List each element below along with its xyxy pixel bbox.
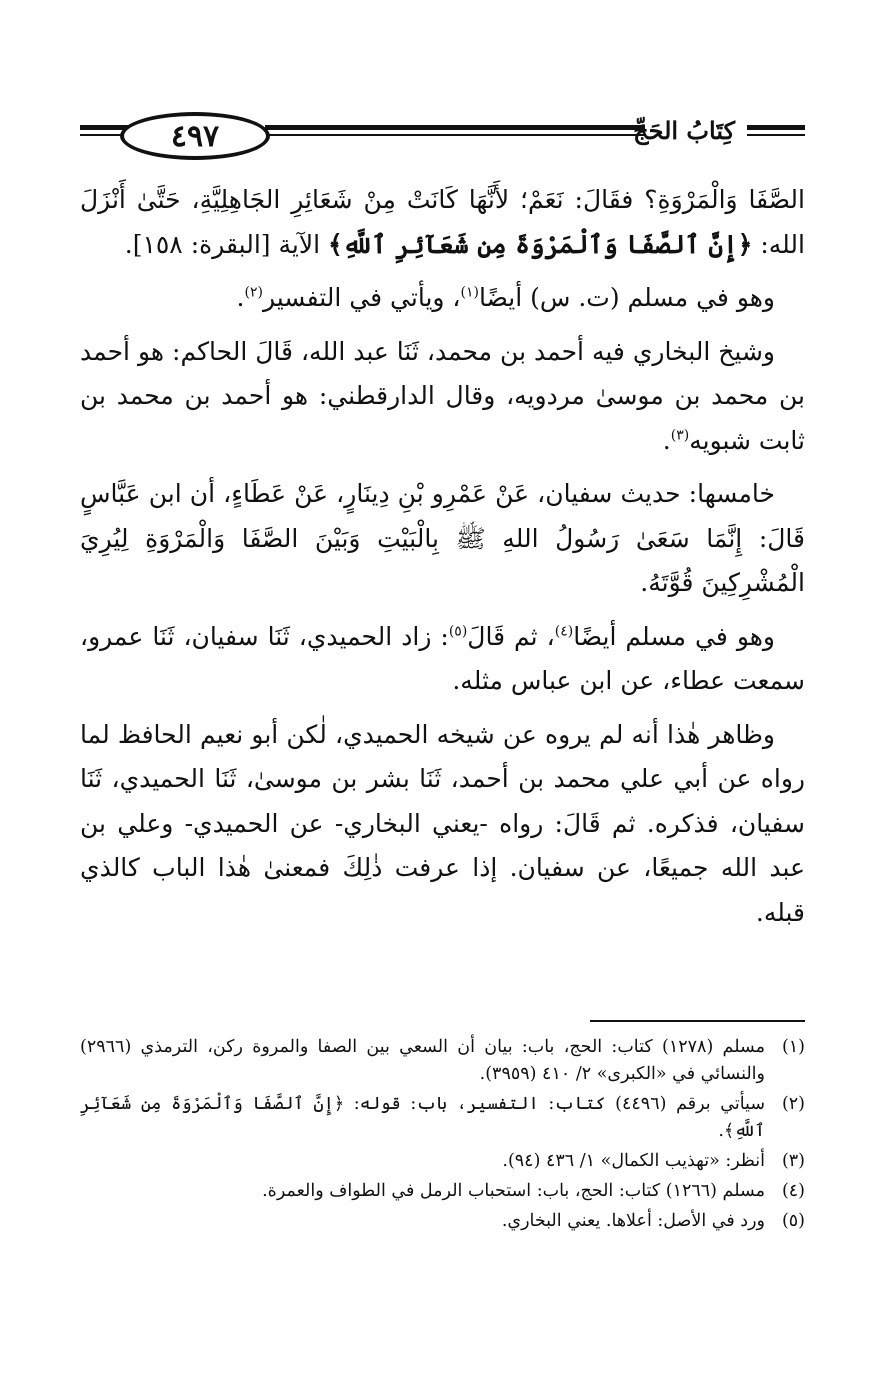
footnote-ref-5[interactable]: (٥) [448, 623, 468, 640]
footnote [80, 1148, 805, 1175]
footnote [80, 1034, 805, 1088]
text-run: . [236, 283, 245, 312]
paragraph-1 [80, 178, 805, 267]
text-run: وهو في مسلم (ت. س) أيضًا [478, 283, 775, 312]
text-run: ، ويأتي في التفسير [262, 283, 461, 312]
header-rule-center-thin [265, 134, 645, 136]
footnotes [80, 1034, 805, 1238]
footnote-number: (١) [781, 1037, 805, 1057]
footnote-text: ورد في الأصل: أعلاها. يعني البخاري. [501, 1211, 765, 1231]
footnote-text: مسلم (١٢٧٨) كتاب: الحج، باب: بيان أن السعي بين الصفا والمروة ركن، الترمذي (٢٩٦٦) والنسائي في «الكبرى» ٢/ ٤١٠ (٣٩٥٩). [80, 1037, 765, 1084]
main-text [80, 178, 805, 944]
text-run: الآية [البقرة: ١٥٨]. [124, 229, 328, 259]
footnote-number: (٤) [781, 1181, 805, 1201]
footnote [80, 1208, 805, 1235]
footnote [80, 1178, 805, 1205]
footnote-number: (٣) [781, 1151, 805, 1171]
paragraph-3 [80, 330, 805, 464]
text-run: . [662, 425, 671, 455]
text-run: وشيخ البخاري فيه أحمد بن محمد، ثَنَا عبد الله، قَالَ الحاكم: هو أحمد بن محمد بن موسىٰ مردويه، وقال الدارقطني: هو أحمد بن محمد بن ثابت شبويه [80, 336, 805, 455]
header-rule-right-thin [747, 134, 805, 136]
text-run: : زاد الحميدي، ثَنَا سفيان، ثَنَا عمرو، سمعت عطاء، عن ابن عباس مثله. [80, 621, 805, 695]
footnote-ref-2[interactable]: (٢) [244, 284, 263, 301]
book-title: كِتَابُ الحَجِّ [633, 116, 735, 145]
page-number: ٤٩٧ [120, 112, 270, 160]
paragraph-5 [80, 615, 805, 704]
paragraph-2 [80, 276, 805, 321]
paragraph-4: خامسها: حديث سفيان، عَنْ عَمْرِو بْنِ دِينَارٍ، عَنْ عَطَاءٍ، أن ابن عَبَّاسٍ قَالَ: إِنَّمَا سَعَىٰ رَسُولُ اللهِ ﷺ بِالْبَيْتِ وَبَيْنَ الصَّفَا وَالْمَرْوَةِ لِيُرِيَ الْمُشْرِكِينَ قُوَّتَهُ. [80, 479, 805, 597]
footnote-ref-3[interactable]: (٣) [670, 427, 690, 444]
footnote-ref-1[interactable]: (١) [460, 284, 479, 301]
footnote-text: أنظر: «تهذيب الكمال» ١/ ٤٣٦ (٩٤). [502, 1151, 765, 1171]
text-run: الصَّفَا وَالْمَرْوَةِ؟ فقَالَ: نَعَمْ؛ لأَنَّهَا كَانَتْ مِنْ شَعَائِرِ الجَاهِلِيَّةِ، حَتَّىٰ أَنْزَلَ الله: [80, 185, 805, 259]
header-rule-right [747, 125, 805, 130]
footnote-text: مسلم (١٢٦٦) كتاب: الحج، باب: استحباب الرمل في الطواف والعمرة. [262, 1181, 765, 1201]
text-run: وهو في مسلم أيضًا [573, 621, 775, 651]
footnote-ref-4[interactable]: (٤) [554, 623, 574, 640]
footnote-number: (٢) [781, 1094, 805, 1114]
footnote [80, 1091, 805, 1145]
paragraph-6: وظاهر هٰذا أنه لم يروه عن شيخه الحميدي، لٰكن أبو نعيم الحافظ لما رواه عن أبي علي محمد بن أحمد، ثَنَا بشر بن موسىٰ، ثَنَا الحميدي، ثَنَا سفيان، فذكره. ثم قَالَ: رواه -يعني البخاري- عن الحميدي- وعلي بن عبد الله جميعًا، عن سفيان. إذا عرفت ذٰلِكَ فمعنىٰ هٰذا الباب كالذي قبله. [80, 719, 805, 927]
footnote-number: (٥) [781, 1211, 805, 1231]
header-rule-center [265, 125, 645, 130]
page-header [80, 112, 805, 164]
footnote-text: سيأتي برقم (٤٤٩٦) كتاب: التفسير، باب: قوله: ﴿إِنَّ ٱلصَّفَا وَٱلْمَرْوَةَ مِن شَعَآئِرِ ٱللَّهِ﴾. [80, 1094, 765, 1141]
footnote-separator [590, 1020, 805, 1022]
text-run: ، ثم قَالَ [467, 621, 555, 651]
quran-verse: ﴿إِنَّ ٱلصَّفَا وَٱلْمَرْوَةَ مِن شَعَآئِرِ ٱللَّهِ﴾ [327, 229, 753, 259]
